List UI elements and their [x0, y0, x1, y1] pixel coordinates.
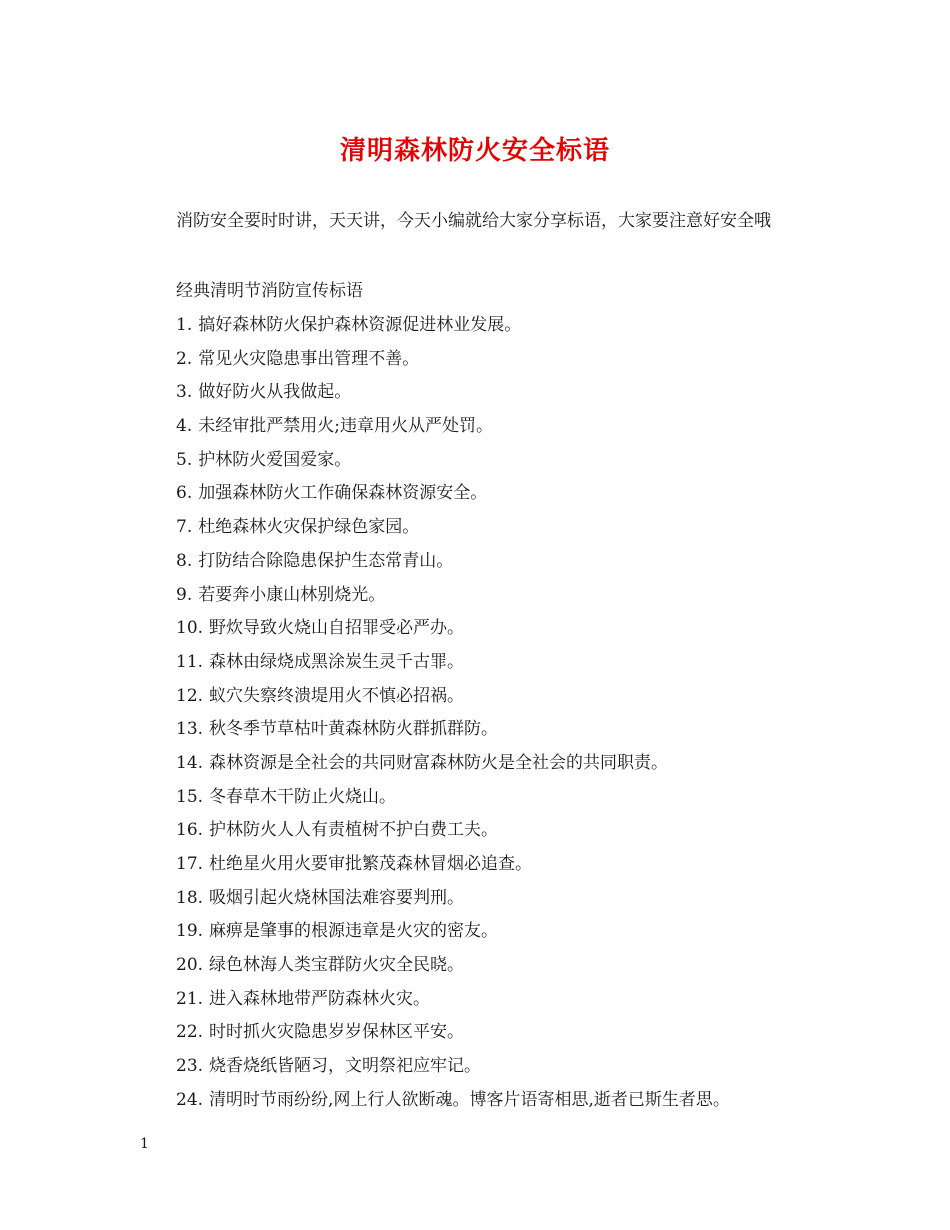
list-item-number: 5. [176, 449, 193, 470]
list-item [176, 445, 836, 479]
list-item-number: 3. [176, 382, 193, 403]
list-item-text: 打防结合除隐患保护生态常青山。 [198, 550, 454, 571]
list-item [176, 1051, 836, 1085]
list-item-text: 麻痹是肇事的根源违章是火灾的密友。 [209, 921, 499, 942]
list-item-number: 22. [176, 1022, 204, 1043]
list-item [176, 984, 836, 1018]
list-item-text: 森林资源是全社会的共同财富森林防火是全社会的共同职责。 [209, 752, 669, 773]
list-item-text: 杜绝星火用火要审批繁茂森林冒烟必追查。 [209, 854, 533, 874]
list-item-number: 18. [176, 887, 204, 908]
list-item [176, 714, 836, 748]
list-item [176, 782, 836, 816]
list-item [176, 344, 836, 378]
list-item-number: 1. [176, 315, 193, 335]
list-item [176, 512, 836, 546]
intro-paragraph: 消防安全要时时讲，天天讲，今天小编就给大家分享标语，大家要注意好安全哦 [176, 211, 771, 231]
page-title: 清明森林防火安全标语 [339, 136, 610, 166]
list-item-text: 杜绝森林火灾保护绿色家园。 [198, 517, 420, 538]
list-item-text: 搞好森林防火保护森林资源促进林业发展。 [198, 315, 522, 335]
list-item-text: 加强森林防火工作确保森林资源安全。 [198, 483, 488, 504]
list-item [176, 815, 836, 849]
list-item-number: 16. [176, 820, 204, 841]
list-item-number: 14. [176, 752, 204, 773]
list-item-number: 13. [176, 719, 204, 740]
list-item-number: 4. [176, 416, 193, 437]
list-item-number: 19. [176, 921, 204, 942]
list-item-number: 17. [176, 854, 204, 874]
list-item-number: 15. [176, 786, 204, 807]
list-item [176, 411, 836, 445]
list-item [176, 613, 836, 647]
list-item-number: 24. [176, 1089, 204, 1110]
list-item-text: 绿色林海人类宝群防火灾全民晓。 [209, 955, 465, 976]
list-item [176, 310, 836, 344]
list-item [176, 950, 836, 984]
list-item-number: 2. [176, 348, 193, 369]
list-item-text: 做好防火从我做起。 [198, 382, 352, 403]
list-item-text: 烧香烧纸皆陋习，文明祭祀应牢记。 [209, 1056, 482, 1077]
list-item-number: 10. [176, 618, 204, 639]
list-item-text: 森林由绿烧成黑涂炭生灵千古罪。 [209, 651, 465, 672]
list-item-text: 吸烟引起火烧林国法难容要判刑。 [209, 887, 465, 908]
list-item-text: 秋冬季节草枯叶黄森林防火群抓群防。 [209, 719, 499, 740]
section-subheading: 经典清明节消防宣传标语 [176, 281, 363, 301]
list-item-text: 未经审批严禁用火;违章用火从严处罚。 [198, 416, 493, 437]
list-item-number: 12. [176, 685, 204, 706]
list-item [176, 647, 836, 681]
list-item [176, 748, 836, 782]
list-item-text: 进入森林地带严防森林火灾。 [209, 988, 431, 1009]
list-item-number: 7. [176, 517, 193, 538]
list-item-number: 21. [176, 988, 204, 1009]
list-item [176, 916, 836, 950]
list-item-text: 蚁穴失察终溃堤用火不慎必招祸。 [209, 685, 465, 706]
slogan-list [176, 310, 836, 1119]
list-item [176, 377, 836, 411]
list-item [176, 883, 836, 917]
list-item-text: 护林防火爱国爱家。 [198, 449, 352, 470]
list-item-text: 清明时节雨纷纷,网上行人欲断魂。博客片语寄相思,逝者已斯生者思。 [209, 1089, 730, 1110]
list-item [176, 1017, 836, 1051]
list-item-number: 20. [176, 955, 204, 976]
list-item-text: 护林防火人人有责植树不护白费工夫。 [209, 820, 499, 841]
list-item-number: 9. [176, 584, 193, 605]
list-item-text: 野炊导致火烧山自招罪受必严办。 [209, 618, 465, 639]
list-item [176, 478, 836, 512]
page-number: 1 [140, 1136, 149, 1152]
list-item-text: 冬春草木干防止火烧山。 [209, 786, 397, 807]
list-item-number: 11. [176, 651, 204, 672]
list-item [176, 681, 836, 715]
list-item [176, 849, 836, 883]
list-item-number: 8. [176, 550, 193, 571]
list-item-text: 时时抓火灾隐患岁岁保林区平安。 [209, 1022, 465, 1043]
list-item-number: 6. [176, 483, 193, 504]
list-item [176, 580, 836, 614]
list-item-number: 23. [176, 1056, 204, 1077]
list-item [176, 546, 836, 580]
list-item-text: 常见火灾隐患事出管理不善。 [198, 348, 420, 369]
list-item-text: 若要奔小康山林别烧光。 [198, 584, 386, 605]
list-item [176, 1085, 836, 1119]
